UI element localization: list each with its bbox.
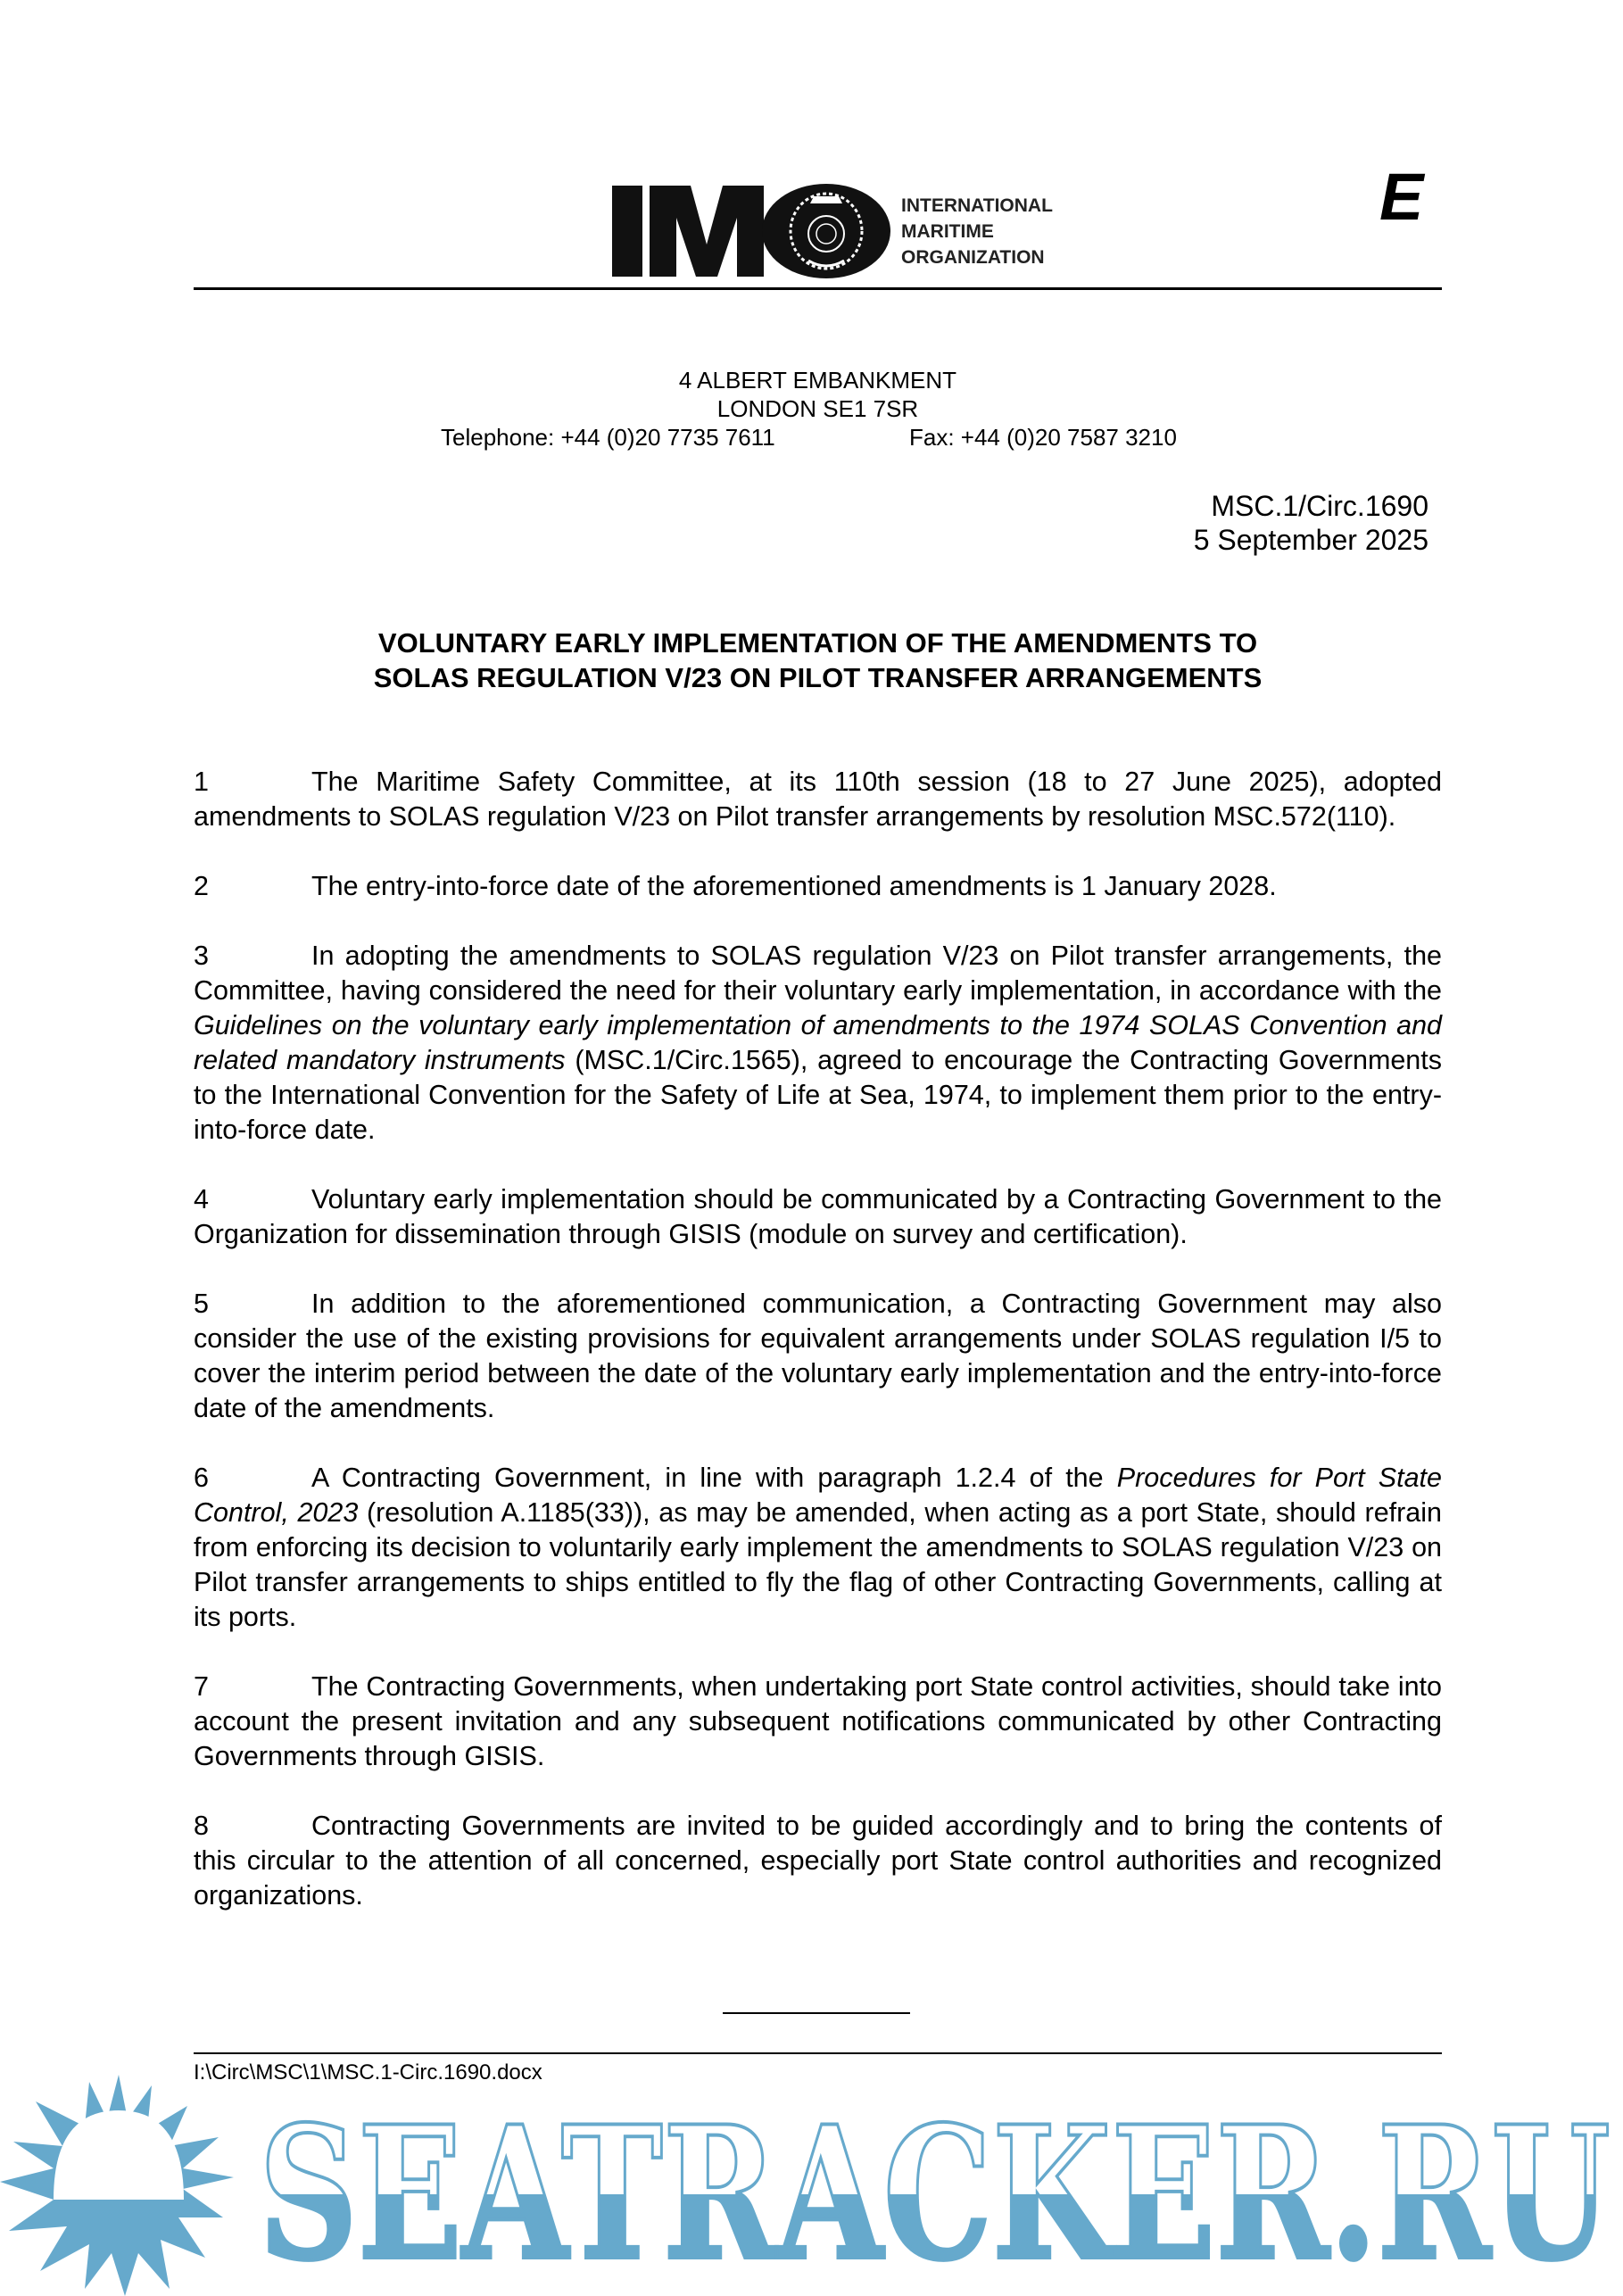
paragraph-5 [194, 1287, 1442, 1426]
svg-text:SEATRACKER.RU: SEATRACKER.RU [259, 2087, 1611, 2296]
footer-file-path: I:\Circ\MSC\1\MSC.1-Circ.1690.docx [194, 2060, 542, 2085]
org-name-line3: ORGANIZATION [901, 247, 1045, 268]
language-indicator: E [1379, 160, 1424, 234]
seatracker-watermark [0, 2075, 1623, 2296]
imo-logo [612, 182, 1076, 280]
italic-citation: Guidelines on the voluntary early implementation of amendments to the 1974 SOLAS Convention and related mandatory instruments [194, 1010, 1442, 1075]
paragraph-text: Contracting Governments are invited to be guided accordingly and to bring the contents of this circular to the attention of all concerned, especially port State control authorities and recognized organizations. [194, 1811, 1442, 1911]
title-line1: VOLUNTARY EARLY IMPLEMENTATION OF THE AMENDMENTS TO [377, 627, 1258, 659]
paragraph-text: The entry-into-force date of the aforementioned amendments is 1 January 2028. [311, 871, 1277, 901]
paragraph-number: 5 [194, 1289, 209, 1319]
header-divider [194, 287, 1442, 290]
address-line2: LONDON SE1 7SR [716, 395, 919, 422]
paragraph-text: The Contracting Governments, when undertaking port State control activities, should take into account the present invitation and any subsequent notifications communicated by other Contracting Governments through GISIS. [194, 1671, 1442, 1771]
paragraph-number: 2 [194, 871, 209, 901]
org-name-line2: MARITIME [901, 221, 994, 242]
paragraph-number: 1 [194, 767, 209, 797]
paragraph-6 [194, 1461, 1442, 1635]
sun-icon [0, 2075, 234, 2296]
address-line1: 4 ALBERT EMBANKMENT [678, 367, 957, 394]
paragraph-text: Voluntary early implementation should be communicated by a Contracting Government to the Organization for dissemination through GISIS (module on survey and certification). [194, 1184, 1442, 1249]
paragraph-text: (MSC.1/Circ.1565), agreed to encourage the Contracting Governments to the International Convention for the Safety of Life at Sea, 1974, to implement them prior to the entry-into-force date. [194, 1045, 1442, 1145]
org-name-line1: INTERNATIONAL [901, 195, 1053, 216]
paragraph-1 [194, 765, 1442, 834]
paragraph-text: In addition to the aforementioned communication, a Contracting Government may also consider the use of the existing provisions for equivalent arrangements under SOLAS regulation I/5 to cover the interim period between the date of the voluntary early implementation and the entry-into-force date of the amendments. [194, 1289, 1442, 1423]
fax: Fax: +44 (0)20 7587 3210 [909, 424, 1177, 451]
footer-divider [194, 2052, 1442, 2054]
paragraph-2 [194, 869, 1442, 904]
document-date: 5 September 2025 [1193, 524, 1428, 556]
italic-citation: Procedures for Port State Control, 2023 [194, 1463, 1442, 1528]
document-symbol: MSC.1/Circ.1690 [1211, 490, 1428, 522]
paragraph-text: A Contracting Government, in line with paragraph 1.2.4 of the [311, 1463, 1117, 1493]
document-body [194, 765, 1442, 1948]
paragraph-text: The Maritime Safety Committee, at its 110th session (18 to 27 June 2025), adopted amendments to SOLAS regulation V/23 on Pilot transfer arrangements by resolution MSC.572(110). [194, 767, 1442, 832]
paragraph-3 [194, 939, 1442, 1148]
paragraph-7 [194, 1670, 1442, 1774]
paragraph-text: In adopting the amendments to SOLAS regulation V/23 on Pilot transfer arrangements, the Committee, having considered the need for their voluntary early implementation, in accordance with the [194, 941, 1442, 1006]
paragraph-number: 7 [194, 1671, 209, 1702]
title-line2: SOLAS REGULATION V/23 ON PILOT TRANSFER ARRANGEMENTS [373, 662, 1263, 693]
paragraph-4 [194, 1182, 1442, 1252]
paragraph-number: 8 [194, 1811, 209, 1841]
paragraph-number: 6 [194, 1463, 209, 1493]
paragraph-number: 4 [194, 1184, 209, 1214]
telephone: Telephone: +44 (0)20 7735 7611 [441, 424, 775, 451]
paragraph-8 [194, 1809, 1442, 1913]
paragraph-number: 3 [194, 941, 209, 971]
end-of-text-rule [723, 2012, 910, 2014]
document-title [194, 626, 1442, 695]
paragraph-text: (resolution A.1185(33)), as may be amended, when acting as a port State, should refrain from enforcing its decision to voluntarily early implement the amendments to SOLAS regulation V/23 on Pilot transfer arrangements to ships entitled to fly the flag of other Contracting Governments, calling at its ports. [194, 1497, 1443, 1632]
document-reference [1194, 489, 1428, 557]
